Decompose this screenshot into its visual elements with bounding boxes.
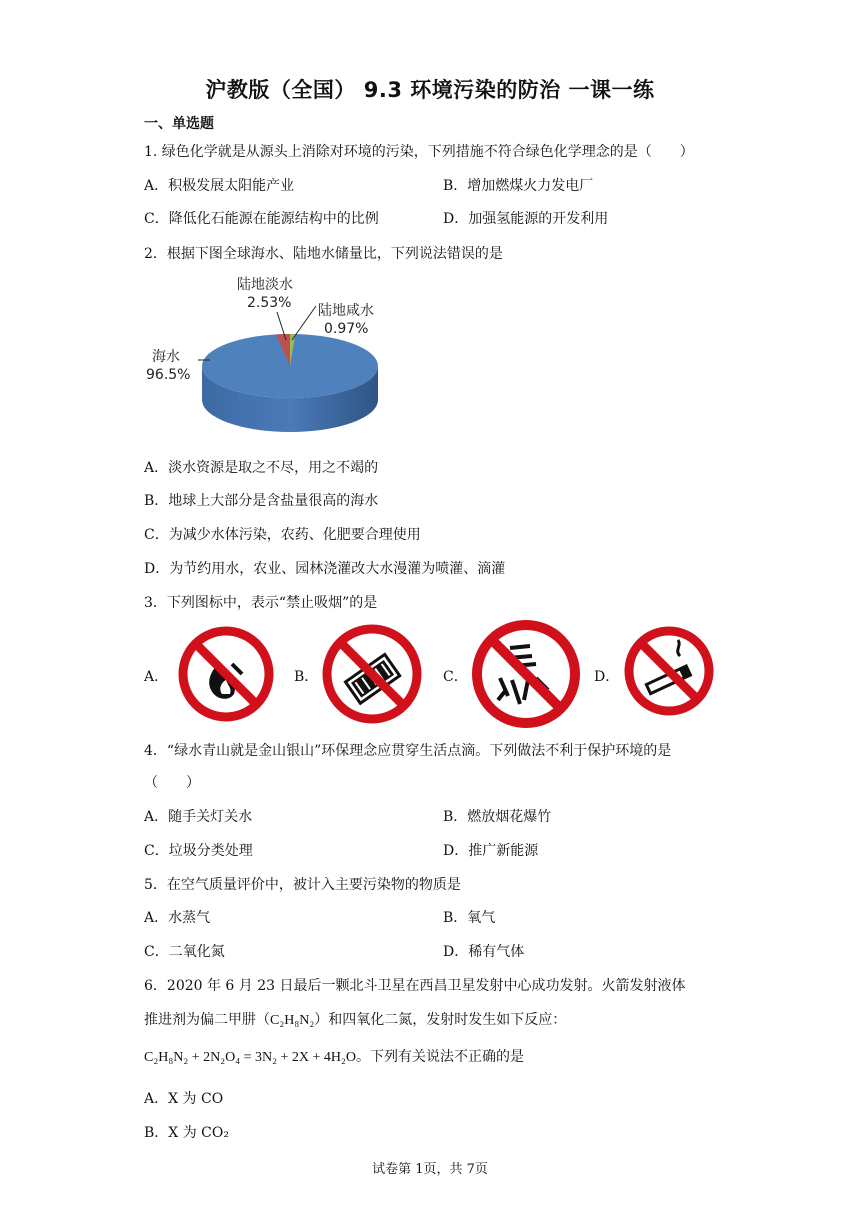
question-3-option-c[interactable]: C．	[443, 669, 468, 685]
question-5-option-d[interactable]: D．稀有气体	[443, 944, 525, 960]
no-fireworks-icon[interactable]	[470, 618, 582, 730]
question-3-stem: 3．下列图标中，表示“禁止吸烟”的是	[144, 595, 378, 611]
question-2-option-b[interactable]: B．地球上大部分是含盐量很高的海水	[144, 493, 379, 509]
question-6-option-a[interactable]: A．X 为 CO	[144, 1091, 224, 1107]
page-footer: 试卷第 1页，共 7页	[372, 1162, 488, 1177]
label-fresh-water: 陆地淡水 2.53%	[237, 277, 293, 311]
no-matches-icon[interactable]	[320, 622, 424, 726]
question-6-line-3-suffix: 。下列有关说法不正确的是	[355, 1049, 524, 1065]
question-5-option-b[interactable]: B．氧气	[443, 910, 496, 926]
question-2-option-a[interactable]: A．淡水资源是取之不尽，用之不竭的	[144, 460, 379, 476]
question-1-stem: 1. 绿色化学就是从源头上消除对环境的污染，下列措施不符合绿色化学理念的是（ ）	[144, 144, 694, 160]
question-1-option-c[interactable]: C．降低化石能源在能源结构中的比例	[144, 211, 379, 227]
question-6-line-3	[144, 1046, 524, 1066]
question-5-option-c[interactable]: C．二氧化氮	[144, 944, 225, 960]
question-4-option-c[interactable]: C．垃圾分类处理	[144, 843, 253, 859]
page-title: 沪教版（全国） 9.3 环境污染的防治 一课一练	[205, 78, 655, 102]
question-2-option-c[interactable]: C．为减少水体污染，农药、化肥要合理使用	[144, 527, 421, 543]
reaction-equation: C₂H₈N₂ + 2N₂O₄ = 3N₂ + 2X + 4H₂O	[144, 1050, 356, 1065]
question-4-option-b[interactable]: B．燃放烟花爆竹	[443, 809, 552, 825]
question-4-answer-paren: （ ）	[144, 775, 200, 791]
no-open-flame-icon[interactable]	[176, 624, 276, 724]
question-1-option-b[interactable]: B．增加燃煤火力发电厂	[443, 178, 594, 194]
question-1-option-a[interactable]: A．积极发展太阳能产业	[144, 178, 295, 194]
question-3-option-b[interactable]: B．	[294, 669, 319, 685]
question-6-line-2-prefix: 推进剂为偏二甲肼（	[144, 1012, 270, 1028]
question-1-option-d[interactable]: D．加强氢能源的开发利用	[443, 211, 609, 227]
question-6-line-1: 6．2020 年 6 月 23 日最后一颗北斗卫星在西昌卫星发射中心成功发射。火箭发射液体	[144, 978, 686, 994]
propellant-formula: C₂H₈N₂	[270, 1013, 315, 1028]
question-2-stem: 2．根据下图全球海水、陆地水储量比，下列说法错误的是	[144, 246, 503, 262]
question-6-option-b[interactable]: B．X 为 CO₂	[144, 1125, 229, 1141]
question-4-stem: 4．“绿水青山就是金山银山”环保理念应贯穿生活点滴。下列做法不利于保护环境的是	[144, 743, 672, 759]
question-6-line-2-suffix: ）和四氧化二氮，发射时发生如下反应：	[314, 1012, 567, 1028]
question-6-line-2	[144, 1009, 566, 1029]
question-3-option-d[interactable]: D．	[594, 669, 620, 685]
section-heading: 一、单选题	[144, 116, 214, 132]
label-salt-water: 陆地咸水 0.97%	[318, 303, 374, 337]
question-4-option-a[interactable]: A．随手关灯关水	[144, 809, 253, 825]
question-3-option-a[interactable]: A．	[144, 669, 169, 685]
question-5-option-a[interactable]: A．水蒸气	[144, 910, 211, 926]
question-5-stem: 5．在空气质量评价中，被计入主要污染物的物质是	[144, 877, 461, 893]
question-4-option-d[interactable]: D．推广新能源	[443, 843, 539, 859]
question-2-option-d[interactable]: D．为节约用水，农业、园林浇灌改大水漫灌为喷灌、滴灌	[144, 561, 506, 577]
label-sea-water: 海水 96.5%	[146, 349, 191, 383]
no-smoking-icon[interactable]	[622, 624, 716, 718]
